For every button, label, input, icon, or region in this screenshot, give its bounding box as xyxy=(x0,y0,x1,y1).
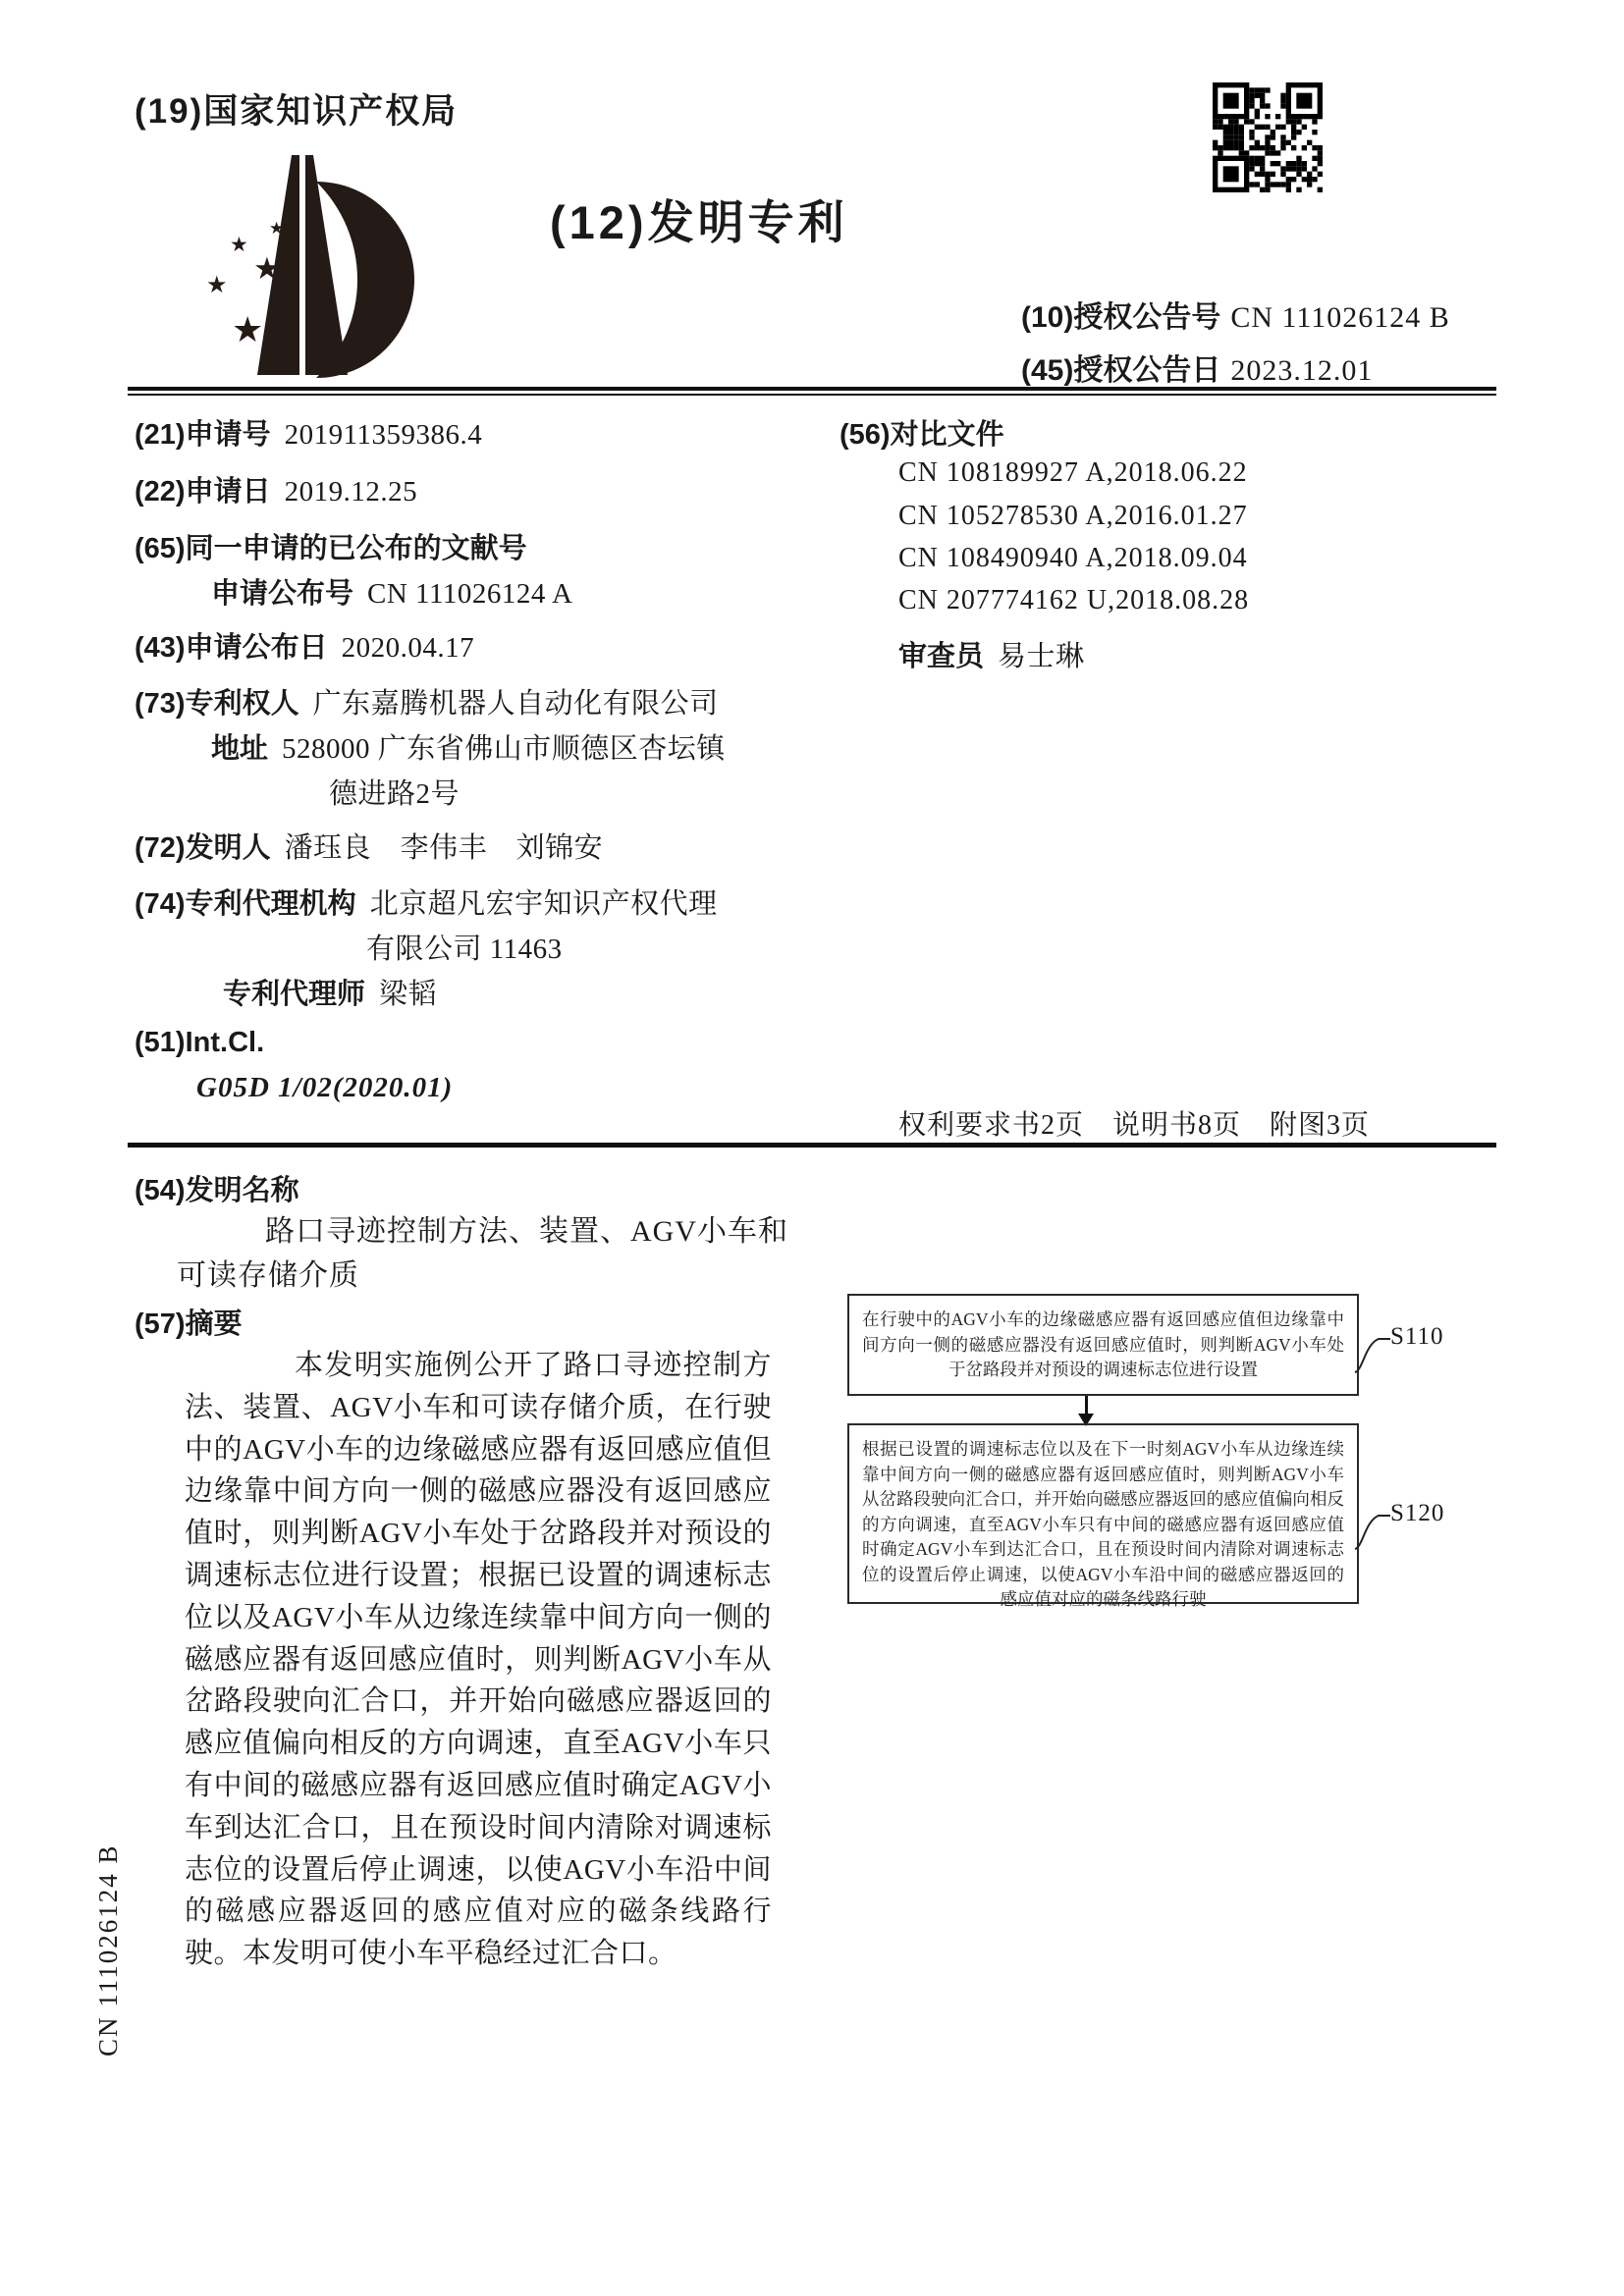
field-74-num: (74) xyxy=(135,888,186,920)
field-54-label: 发明名称 xyxy=(185,1175,299,1206)
logo-star-4: ★ xyxy=(206,273,228,298)
field-address-value-2: 德进路2号 xyxy=(329,778,460,810)
field-72-num: (72) xyxy=(135,832,186,864)
field-22-num: (22) xyxy=(135,476,186,507)
publication-date-value: 2023.12.01 xyxy=(1230,354,1374,387)
field-address-row-2 xyxy=(329,772,460,812)
field-73-label: 专利权人 xyxy=(185,688,299,720)
publication-number-value: CN 111026124 B xyxy=(1230,301,1450,334)
header-rule-thick xyxy=(128,387,1496,391)
field-65-sub-value: CN 111026124 A xyxy=(367,578,573,610)
field-agency xyxy=(135,881,718,922)
logo-star-2: ★ xyxy=(230,233,248,256)
field-publication-sub-row xyxy=(211,571,573,612)
field-72-label: 发明人 xyxy=(185,832,271,864)
flowchart-step-1-connector xyxy=(1353,1331,1392,1374)
field-agent-label: 专利代理师 xyxy=(223,979,366,1010)
field-same-application-header xyxy=(135,526,527,566)
field-65-label: 同一申请的已公布的文献号 xyxy=(185,533,527,564)
field-72-value: 潘珏良 李伟丰 刘锦安 xyxy=(284,832,604,864)
cited-ref-1: CN 108189927 A,2018.06.22 xyxy=(898,457,1248,488)
publication-number-label: (10)授权公告号 xyxy=(1021,301,1221,334)
field-publication-date xyxy=(135,625,474,666)
field-21-num: (21) xyxy=(135,419,186,451)
flowchart-step-2-box: 根据已设置的调速标志位以及在下一时刻AGV小车从边缘连续靠中间方向一侧的磁感应器有返回感应值时，则判断AGV小车从岔路段驶向汇合口，并开始向磁感应器返回的感应值偏向相反的方向调速，直至AGV小车只有中间的磁感应器有返回感应值时确定AGV小车到达汇合口，且在预设时间内清除对调速标志位的设置后停止调速，以使AGV小车沿中间的磁感应器返回的感应值对应的磁条线路行驶 xyxy=(847,1423,1359,1604)
field-address-row xyxy=(211,726,726,767)
field-43-value: 2020.04.17 xyxy=(341,632,475,664)
field-74-value: 北京超凡宏宇知识产权代理 xyxy=(369,888,718,920)
field-57-label: 摘要 xyxy=(185,1308,243,1340)
qr-code xyxy=(1213,82,1323,192)
field-agency-row-2 xyxy=(366,927,563,967)
flowchart-step-1-box: 在行驶中的AGV小车的边缘磁感应器有返回感应值但边缘靠中间方向一侧的磁感应器没有返回感应值时，则判断AGV小车处于岔路段并对预设的调速标志位进行设置 xyxy=(847,1294,1359,1396)
flowchart-step-2-label: S120 xyxy=(1390,1500,1445,1526)
cnipa-logo xyxy=(175,149,422,387)
examiner-value: 易士琳 xyxy=(998,641,1085,672)
field-21-label: 申请号 xyxy=(185,419,271,451)
field-22-label: 申请日 xyxy=(185,476,271,507)
field-int-cl xyxy=(135,1027,264,1059)
field-43-num: (43) xyxy=(135,632,186,664)
abstract-text: 本发明实施例公开了路口寻迹控制方法、装置、AGV小车和可读存储介质，在行驶中的AGV小车的边缘磁感应器有返回感应值但边缘靠中间方向一侧的磁感应器没有返回感应值时，则判断AGV小车处于岔路段并对预设的调速标志位进行设置；根据已设置的调速标志位以及AGV小车从边缘连续靠中间方向一侧的磁感应器有返回感应值时，则判断AGV小车从岔路段驶向汇合口，并开始向磁感应器返回的感应值偏向相反的方向调速，直至AGV小车只有中间的磁感应器有返回感应值时确定AGV小车到达汇合口，且在预设时间内清除对调速标志位的设置后停止调速，以使AGV小车沿中间的磁感应器返回的感应值对应的磁条线路行驶。本发明可使小车平稳经过汇合口。 xyxy=(185,1350,772,1970)
invention-title: 路口寻迹控制方法、装置、AGV小车和可读存储介质 xyxy=(177,1215,788,1292)
field-inventors xyxy=(135,826,603,866)
pages-info: 权利要求书2页 说明书8页 附图3页 xyxy=(898,1110,1371,1141)
field-65-num: (65) xyxy=(135,533,186,564)
field-56-label: 对比文件 xyxy=(890,419,1004,451)
field-cited-documents xyxy=(839,412,1004,453)
field-application-number xyxy=(135,412,482,453)
field-agency-value-2: 有限公司 11463 xyxy=(366,934,563,965)
examiner-label: 审查员 xyxy=(898,641,985,672)
field-57-num: (57) xyxy=(135,1308,186,1340)
field-22-value: 2019.12.25 xyxy=(284,476,418,507)
cited-ref-4: CN 207774162 U,2018.08.28 xyxy=(898,585,1250,615)
field-51-label: Int.Cl. xyxy=(185,1027,265,1058)
field-56-num: (56) xyxy=(839,419,891,451)
field-agent-row xyxy=(223,972,437,1012)
field-73-num: (73) xyxy=(135,688,186,720)
publication-date-label: (45)授权公告日 xyxy=(1021,354,1221,387)
field-invention-title-header xyxy=(135,1168,299,1208)
logo-star-1: ★ xyxy=(269,219,285,238)
field-65-sub-label: 申请公布号 xyxy=(211,578,354,610)
cited-ref-2: CN 105278530 A,2016.01.27 xyxy=(898,501,1248,531)
issuing-office-title: (19)国家知识产权局 xyxy=(135,92,459,131)
publication-date-row xyxy=(1021,346,1373,389)
field-application-date xyxy=(135,469,417,509)
header-rule-thin xyxy=(128,394,1496,396)
field-abstract-header xyxy=(135,1302,243,1342)
logo-star-3: ★ xyxy=(253,251,281,286)
side-document-code: CN 111026124 B xyxy=(93,1843,123,2056)
flowchart-step-1-label: S110 xyxy=(1390,1323,1444,1350)
examiner-row xyxy=(898,634,1085,674)
field-patentee xyxy=(135,681,719,721)
field-address-label: 地址 xyxy=(211,733,269,765)
field-21-value: 201911359386.4 xyxy=(284,419,483,451)
document-type-title: (12)发明专利 xyxy=(550,196,848,248)
section-rule xyxy=(128,1143,1496,1148)
flowchart-step-2-connector xyxy=(1353,1508,1392,1551)
logo-star-5: ★ xyxy=(232,310,264,349)
field-class-code-row xyxy=(196,1072,453,1104)
field-54-num: (54) xyxy=(135,1175,186,1206)
field-73-value: 广东嘉腾机器人自动化有限公司 xyxy=(312,688,719,720)
cited-ref-3: CN 108490940 A,2018.09.04 xyxy=(898,543,1248,573)
field-agent-value: 梁韬 xyxy=(379,979,438,1010)
field-74-label: 专利代理机构 xyxy=(185,888,356,920)
flowchart-arrow-line xyxy=(1085,1396,1088,1415)
field-43-label: 申请公布日 xyxy=(185,632,328,664)
field-class-code: G05D 1/02(2020.01) xyxy=(196,1072,454,1103)
publication-number-row xyxy=(1021,293,1450,336)
field-address-value: 528000 广东省佛山市顺德区杏坛镇 xyxy=(282,733,726,765)
field-51-num: (51) xyxy=(135,1027,186,1058)
